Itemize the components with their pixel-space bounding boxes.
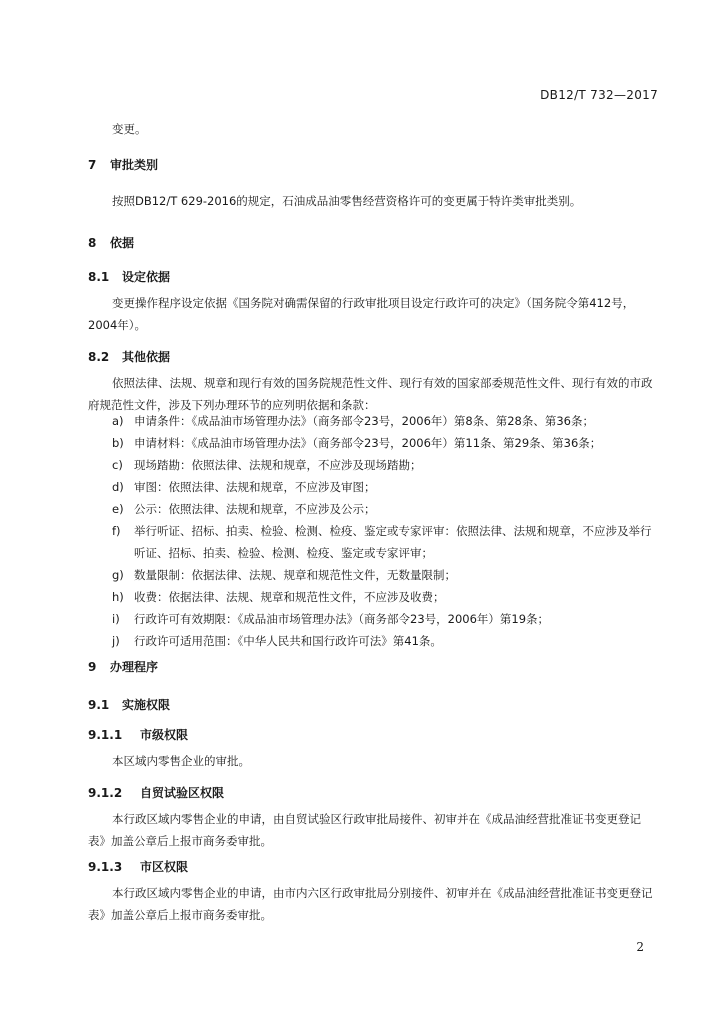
section-number: 7 [88, 158, 97, 172]
list-item: e) 公示：依照法律、法规和规章，不应涉及公示； [112, 502, 376, 516]
section-number: 9.1.1 [88, 728, 123, 742]
section-8-heading [88, 234, 134, 251]
section-number: 9.1 [88, 698, 110, 712]
list-item: g) 数量限制：依据法律、法规、规章和规范性文件，无数量限制； [112, 568, 456, 582]
section-number: 8.2 [88, 350, 110, 364]
section-title: 自贸试验区权限 [140, 786, 225, 800]
list-item: c) 现场踏勘：依照法律、法规和规章，不应涉及现场踏勘； [112, 458, 422, 472]
list-item: a) 申请条件：《成品油市场管理办法》（商务部令23号，2006年）第8条、第28条、第36条； [112, 414, 594, 428]
list-item: j) 行政许可适用范围：《中华人民共和国行政许可法》第41条。 [112, 634, 442, 648]
section-7-heading [88, 156, 158, 173]
section-9-1-2-text: 本行政区域内零售企业的申请，由自贸试验区行政审批局接件、初审并在《成品油经营批准证书变更登记表》加盖公章后上报市商务委审批。 [88, 812, 641, 848]
section-9-heading [88, 658, 158, 675]
section-9-1-3-heading [88, 858, 188, 875]
list-item: h) 收费：依据法律、法规、规章和规范性文件，不应涉及收费； [112, 590, 445, 604]
section-8-2-heading [88, 348, 170, 365]
section-number: 8 [88, 236, 97, 250]
list-item: d) 审图：依照法律、法规和规章，不应涉及审图； [112, 480, 376, 494]
page-number: 2 [636, 940, 644, 954]
section-number: 9.1.2 [88, 786, 123, 800]
section-title: 市区权限 [140, 860, 189, 874]
section-9-1-2-heading [88, 784, 224, 801]
section-title: 办理程序 [110, 660, 159, 674]
section-7-text: 按照DB12/T 629-2016的规定，石油成品油零售经营资格许可的变更属于特许类审批类别。 [112, 194, 582, 208]
section-title: 设定依据 [122, 270, 171, 284]
section-title: 实施权限 [122, 698, 171, 712]
section-8-1-heading [88, 268, 170, 285]
section-number: 9 [88, 660, 97, 674]
list-item: b) 申请材料：《成品油市场管理办法》（商务部令23号，2006年）第11条、第29条、第36条； [112, 436, 602, 450]
section-number: 8.1 [88, 270, 110, 284]
section-8-2-text: 依照法律、法规、规章和现行有效的国务院规范性文件、现行有效的国家部委规范性文件、现行有效的市政府规范性文件，涉及下列办理环节的应列明依据和条款： [88, 376, 653, 412]
section-9-1-1-text: 本区域内零售企业的审批。 [112, 754, 250, 768]
list-item: i) 行政许可有效期限：《成品油市场管理办法》（商务部令23号，2006年）第19条； [112, 612, 550, 626]
section-9-1-3-text: 本行政区域内零售企业的申请，由市内六区行政审批局分别接件、初审并在《成品油经营批准证书变更登记表》加盖公章后上报市商务委审批。 [88, 886, 653, 922]
section-number: 9.1.3 [88, 860, 123, 874]
basis-list [112, 410, 656, 652]
section-title: 依据 [110, 236, 135, 250]
section-8-1-text: 变更操作程序设定依据《国务院对确需保留的行政审批项目设定行政许可的决定》（国务院令第412号，2004年）。 [88, 296, 635, 332]
section-9-1-1-heading [88, 726, 188, 743]
list-item: f) 举行听证、招标、拍卖、检验、检测、检疫、鉴定或专家评审：依照法律、法规和规章，不应涉及举行听证、招标、拍卖、检验、检测、检疫、鉴定或专家评审； [112, 524, 652, 560]
standard-code: DB12/T 732—2017 [540, 88, 658, 102]
section-title: 审批类别 [110, 158, 159, 172]
section-title: 其他依据 [122, 350, 171, 364]
section-title: 市级权限 [140, 728, 189, 742]
section-9-1-heading [88, 696, 170, 713]
lead-text: 变更。 [112, 122, 147, 136]
